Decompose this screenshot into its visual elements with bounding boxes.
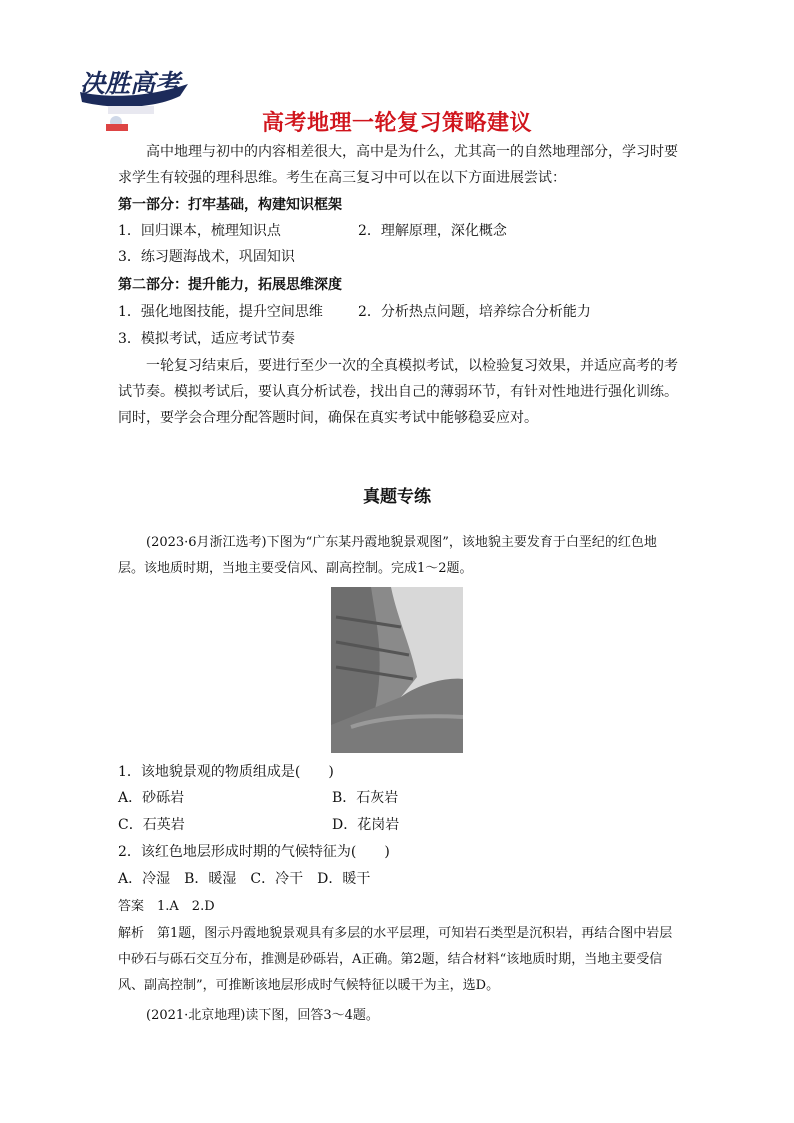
q1-row1: [118, 786, 399, 810]
part2-item2: 2．分析热点问题，培养综合分析能力: [358, 304, 591, 320]
part2-item3: 3．模拟考试，适应考试节奏: [118, 331, 295, 347]
answer-line: 答案 1.A 2.D: [118, 899, 215, 914]
q1-row2: [118, 813, 400, 837]
next-question-intro: (2021·北京地理)读下图，回答3～4题。: [146, 1008, 379, 1023]
part1-item3: 3．练习题海战术，巩固知识: [118, 249, 295, 265]
q2-stem: 2．该红色地层形成时期的气候特征为( ): [118, 844, 390, 860]
q1-stem: 1．该地貌景观的物质组成是( ): [118, 764, 334, 780]
part1-row1: [118, 219, 507, 243]
intro-paragraph: 高中地理与初中的内容相差很大，高中是为什么，尤其高一的自然地理部分，学习时要求学生有较强的理科思维。考生在高三复习中可以在以下方面进展尝试：: [118, 144, 678, 186]
q2-options: A．冷湿 B．暖湿 C．冷干 D．暖干: [118, 871, 371, 887]
section-title: 真题专练: [363, 487, 431, 507]
part1-heading: 第一部分：打牢基础，构建知识框架: [118, 197, 342, 213]
part2-item1: 1．强化地图技能，提升空间思维: [118, 304, 323, 320]
part1-item2: 2．理解原理，深化概念: [358, 223, 507, 239]
q1-option-c: C．石英岩: [118, 817, 185, 833]
mock-exam-paragraph: 一轮复习结束后，要进行至少一次的全真模拟考试，以检验复习效果，并适应高考的考试节奏。模拟考试后，要认真分析试卷，找出自己的薄弱环节，有针对性地进行强化训练。同时，要学会合理分配答题时间，确保在真实考试中能够稳妥应对。: [118, 358, 678, 426]
analysis-paragraph: 解析 第1题，图示丹霞地貌景观具有多层的水平层理，可知岩石类型是沉积岩，再结合图中岩层中砂石与砾石交互分布，推测是砂砾岩，A正确。第2题，结合材料“该地质时期，当地主要受信风、副高控制”，可推断该地层形成时气候特征以暖干为主，选D。: [118, 926, 673, 993]
part2-heading: 第二部分：提升能力，拓展思维深度: [118, 277, 342, 293]
page-title: 高考地理一轮复习策略建议: [261, 111, 532, 136]
q1-option-b: B．石灰岩: [332, 790, 399, 806]
svg-text:决胜高考: 决胜高考: [80, 69, 181, 98]
q1-option-d: D．花岗岩: [332, 817, 400, 833]
question-intro: (2023·6月浙江选考)下图为“广东某丹霞地貌景观图”，该地貌主要发育于白垩纪的红色地层。该地质时期，当地主要受信风、副高控制。完成1～2题。: [118, 535, 657, 576]
part1-item1: 1．回归课本，梳理知识点: [118, 223, 281, 239]
part2-row1: [118, 300, 591, 324]
q1-option-a: A．砂砾岩: [118, 790, 185, 806]
landform-photo: [331, 587, 463, 753]
